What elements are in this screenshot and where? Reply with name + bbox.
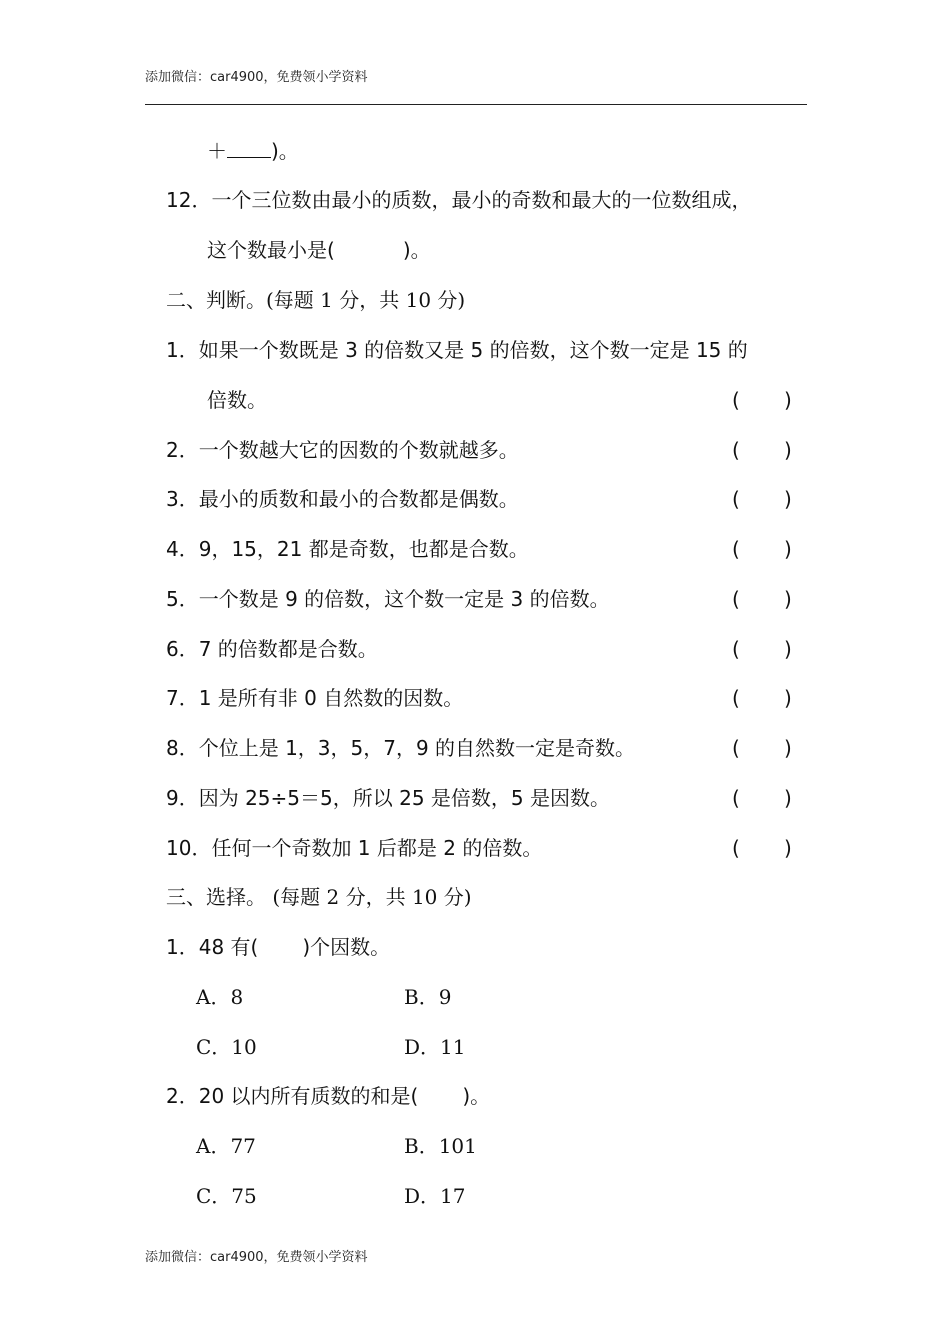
choice-2-stem-suffix: )。 — [462, 1084, 491, 1108]
page-header: 添加微信：car4900，免费领小学资料 — [145, 70, 368, 85]
judgment-10: 10．任何一个奇数加 1 后都是 2 的倍数。 — [166, 836, 543, 860]
answer-blank[interactable] — [227, 139, 271, 158]
choice-1-option-d[interactable]: D．11 — [404, 1035, 466, 1059]
choice-2-option-d[interactable]: D．17 — [404, 1184, 466, 1208]
judgment-1-line1: 1．如果一个数既是 3 的倍数又是 5 的倍数，这个数一定是 15 的 — [166, 338, 748, 362]
choice-1-stem-prefix: 1．48 有( — [166, 935, 259, 959]
judgment-9: 9．因为 25÷5＝5，所以 25 是倍数，5 是因数。 — [166, 786, 610, 810]
judgment-8: 8．个位上是 1，3，5，7，9 的自然数一定是奇数。 — [166, 736, 636, 760]
choice-2-stem-prefix: 2．20 以内所有质数的和是( — [166, 1084, 419, 1108]
choice-1-stem-suffix: )个因数。 — [302, 935, 391, 959]
judgment-1-line2: 倍数。 — [207, 388, 267, 412]
page-footer: 添加微信：car4900，免费领小学资料 — [145, 1250, 368, 1265]
continuation-line — [207, 138, 299, 164]
header-divider — [145, 104, 807, 105]
choice-2-option-a[interactable]: A．77 — [196, 1134, 256, 1158]
judgment-6: 6．7 的倍数都是合数。 — [166, 637, 378, 661]
choice-2-option-b[interactable]: B．101 — [404, 1134, 477, 1158]
choice-1-option-b[interactable]: B．9 — [404, 985, 452, 1009]
judgment-2: 2．一个数越大它的因数的个数就越多。 — [166, 438, 519, 462]
choice-1-stem — [166, 934, 390, 960]
judgment-3: 3．最小的质数和最小的合数都是偶数。 — [166, 487, 519, 511]
section-3-title: 三、选择。 (每题 2 分，共 10 分) — [166, 885, 472, 909]
question-12-line2 — [207, 237, 431, 263]
judgment-7: 7．1 是所有非 0 自然数的因数。 — [166, 686, 464, 710]
question-12-line1: 12．一个三位数由最小的质数，最小的奇数和最大的一位数组成， — [166, 188, 752, 212]
section-2-title: 二、判断。(每题 1 分，共 10 分) — [166, 288, 466, 312]
choice-1-option-c[interactable]: C．10 — [196, 1035, 257, 1059]
question-12-suffix: )。 — [402, 238, 431, 262]
choice-2-stem — [166, 1083, 490, 1109]
judgment-5: 5．一个数是 9 的倍数，这个数一定是 3 的倍数。 — [166, 587, 610, 611]
continuation-prefix: ＋ — [207, 139, 227, 163]
question-12-prefix: 这个数最小是( — [207, 238, 335, 262]
judgment-4: 4．9，15，21 都是奇数，也都是合数。 — [166, 537, 529, 561]
continuation-suffix: )。 — [271, 139, 299, 163]
choice-2-option-c[interactable]: C．75 — [196, 1184, 257, 1208]
choice-1-option-a[interactable]: A．8 — [196, 985, 244, 1009]
